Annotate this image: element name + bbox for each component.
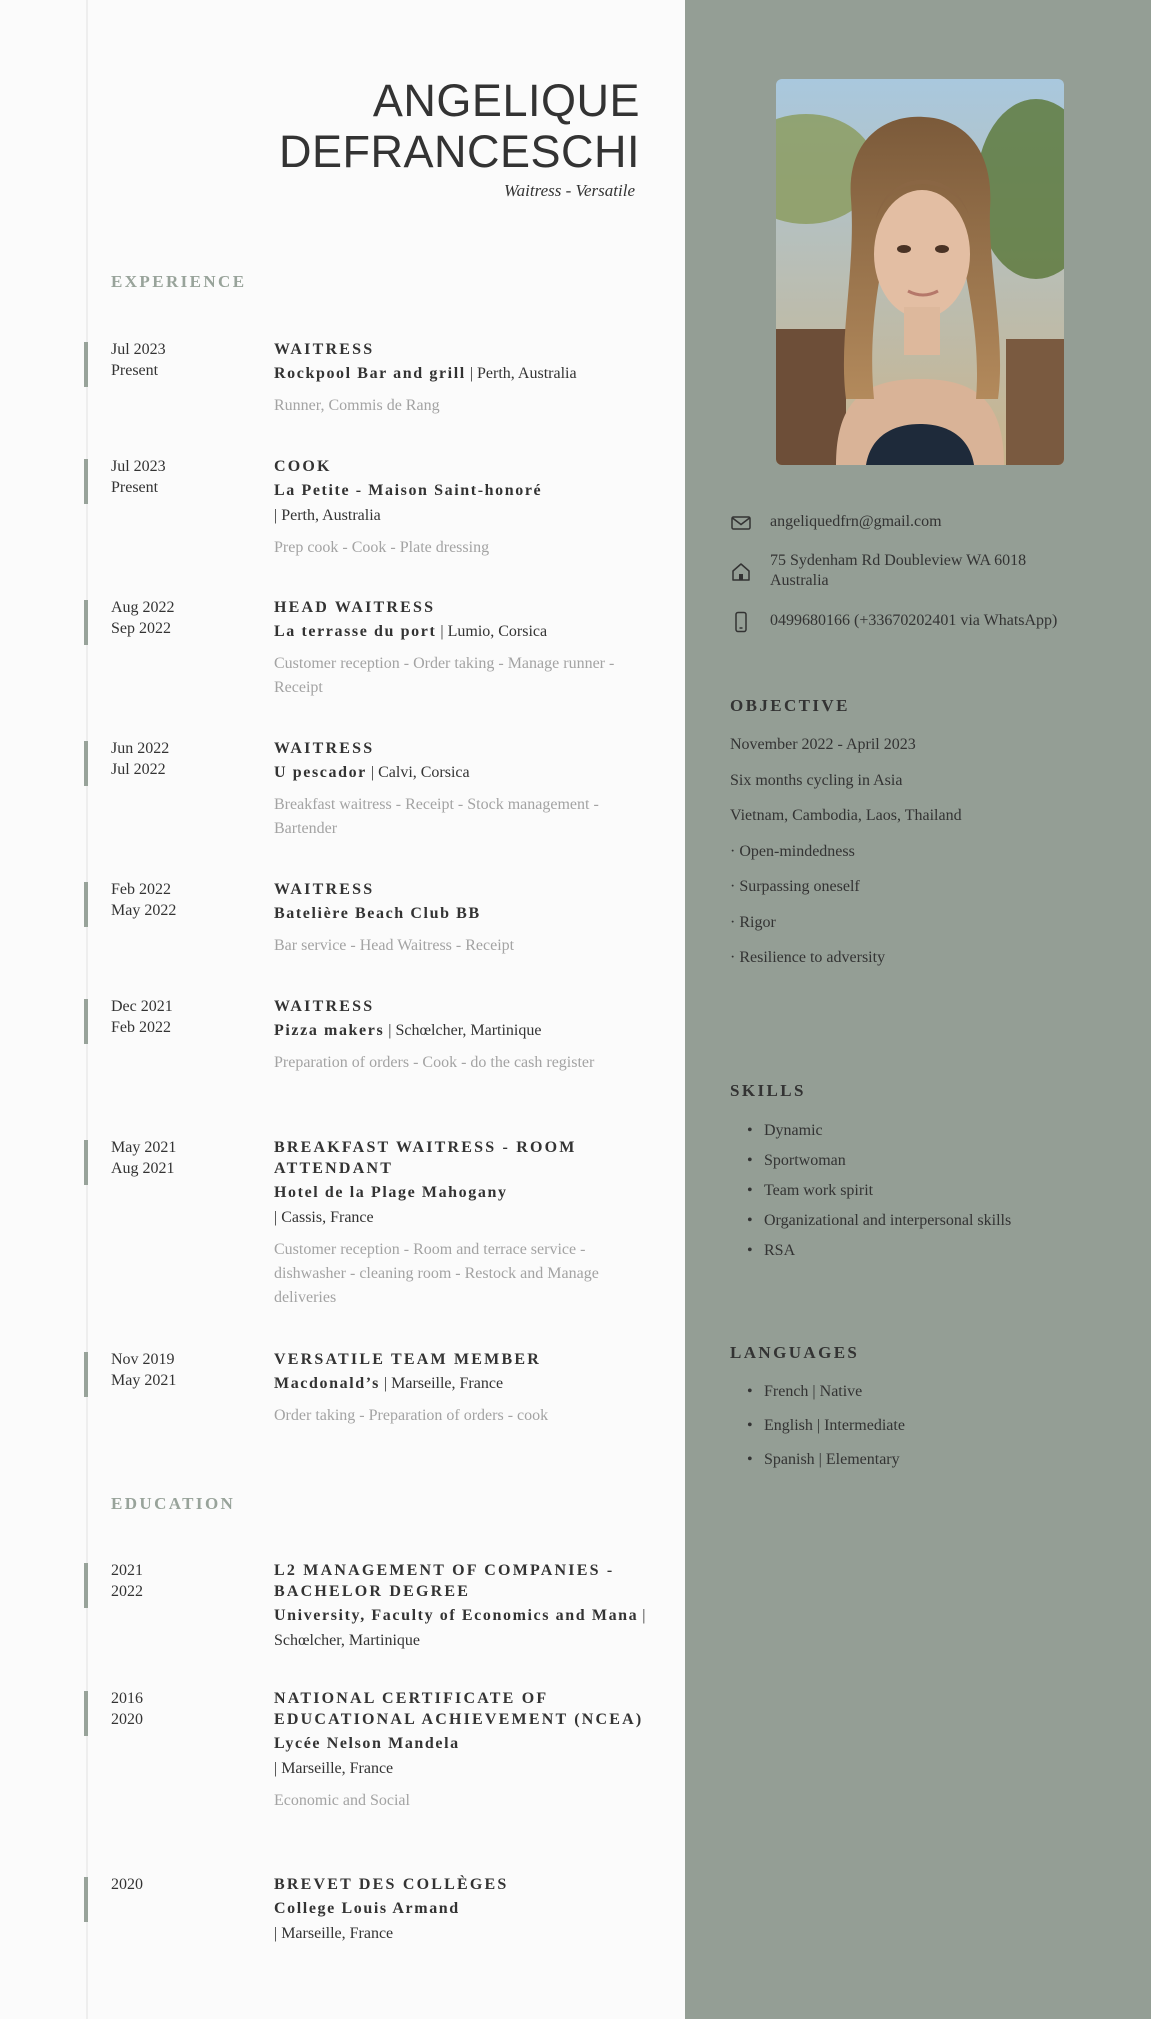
entry-description: Runner, Commis de Rang [274, 397, 440, 414]
phone-text[interactable]: 0499680166 (+33670202401 via WhatsApp) [770, 612, 1058, 629]
entry-body [274, 879, 646, 958]
skill-item: • RSA [730, 1242, 1011, 1272]
entry-dates [111, 996, 173, 1038]
date-start: Jul 2023 [111, 458, 166, 475]
entry-org: Pizza makers [274, 1022, 385, 1039]
entry-marker [84, 1352, 88, 1397]
entry-dates [111, 1349, 176, 1391]
language-item: • English | Intermediate [730, 1417, 905, 1451]
date-start: 2016 [111, 1690, 143, 1707]
name-last: DEFRANCESCHI [278, 126, 640, 177]
entry-location: | Calvi, Corsica [366, 764, 470, 781]
date-end: Jul 2022 [111, 761, 166, 778]
entry-body [274, 597, 646, 700]
entry-org: University, Faculty of Economics and Mana [274, 1607, 639, 1624]
entry-body [274, 1349, 646, 1428]
entry-role: WAITRESS [274, 740, 375, 757]
entry-description: Customer reception - Order taking - Manage runner - Receipt [274, 655, 615, 696]
entry-location: | Perth, Australia [274, 507, 381, 524]
entry-place [274, 1731, 646, 1781]
entry-place [274, 1896, 646, 1946]
entry-role: WAITRESS [274, 998, 375, 1015]
date-end: 2022 [111, 1583, 143, 1600]
entry-body [274, 1874, 646, 1946]
entry-role: HEAD WAITRESS [274, 599, 436, 616]
tagline: Waitress - Versatile [504, 181, 635, 200]
education-heading: EDUCATION [111, 1494, 236, 1513]
skill-item: • Sportwoman [730, 1152, 1011, 1182]
entry-marker [84, 459, 88, 504]
skills-list [730, 1122, 1011, 1272]
entry-location: | Perth, Australia [465, 365, 577, 382]
entry-dates [111, 1874, 143, 1895]
entry-place [274, 760, 646, 785]
entry-location: | Marseille, France [379, 1375, 504, 1392]
entry-dates [111, 597, 175, 639]
entry-place [274, 619, 646, 644]
objective-line: · Rigor [730, 914, 776, 931]
date-end: Aug 2021 [111, 1160, 175, 1177]
date-start: Feb 2022 [111, 881, 171, 898]
date-end: 2020 [111, 1711, 143, 1728]
entry-marker [84, 1877, 88, 1922]
skill-item: • Dynamic [730, 1122, 1011, 1152]
date-end: May 2022 [111, 902, 177, 919]
skill-item: • Organizational and interpersonal skills [730, 1212, 1011, 1242]
entry-body [274, 456, 646, 560]
date-end: Feb 2022 [111, 1019, 171, 1036]
entry-dates [111, 738, 169, 780]
entry-place [274, 478, 646, 528]
entry-role: VERSATILE TEAM MEMBER [274, 1351, 541, 1368]
entry-place [274, 1018, 646, 1043]
entry-dates [111, 1560, 143, 1602]
address-line-2: Australia [770, 572, 829, 589]
entry-dates [111, 1688, 143, 1730]
name-first: ANGELIQUE [372, 75, 640, 126]
objective-heading: OBJECTIVE [730, 696, 850, 715]
entry-place [274, 901, 646, 926]
entry-role: NATIONAL CERTIFICATE OF EDUCATIONAL ACHIEVEMENT (NCEA) [274, 1690, 644, 1728]
entry-role: L2 MANAGEMENT OF COMPANIES - BACHELOR DEGREE [274, 1562, 615, 1600]
date-start: Nov 2019 [111, 1351, 175, 1368]
entry-role: COOK [274, 458, 332, 475]
entry-place [274, 361, 646, 386]
candidate-name [279, 75, 640, 177]
entry-role: WAITRESS [274, 341, 375, 358]
entry-marker [84, 741, 88, 786]
objective-line: · Resilience to adversity [730, 949, 886, 966]
entry-description: Prep cook - Cook - Plate dressing [274, 539, 490, 556]
entry-marker [84, 342, 88, 387]
language-item: • French | Native [730, 1383, 905, 1417]
entry-dates [111, 879, 176, 921]
entry-description: Economic and Social [274, 1792, 410, 1809]
entry-role: BREAKFAST WAITRESS - ROOM ATTENDANT [274, 1139, 577, 1177]
entry-body [274, 738, 646, 841]
entry-org: Rockpool Bar and grill [274, 365, 466, 382]
entry-dates [111, 1137, 176, 1179]
date-end: May 2021 [111, 1372, 177, 1389]
date-start: Aug 2022 [111, 599, 175, 616]
skill-item: • Team work spirit [730, 1182, 1011, 1212]
address-text [770, 551, 1110, 591]
entry-marker [84, 1691, 88, 1736]
date-start: May 2021 [111, 1139, 177, 1156]
objective-line: Six months cycling in Asia [730, 772, 903, 789]
entry-location: | Lumio, Corsica [436, 623, 548, 640]
languages-list [730, 1383, 905, 1485]
entry-place [274, 1603, 646, 1653]
entry-description: Breakfast waitress - Receipt - Stock management - Bartender [274, 796, 599, 837]
entry-org: La Petite - Maison Saint-honoré [274, 482, 543, 499]
objective-line: · Open-mindedness [730, 843, 855, 860]
home-icon [730, 561, 752, 583]
entry-marker [84, 600, 88, 645]
objective-line: Vietnam, Cambodia, Laos, Thailand [730, 807, 962, 824]
entry-org: U pescador [274, 764, 367, 781]
entry-description: Preparation of orders - Cook - do the cash register [274, 1054, 595, 1071]
objective-line: November 2022 - April 2023 [730, 736, 916, 753]
entry-marker [84, 1140, 88, 1185]
date-end: Sep 2022 [111, 620, 171, 637]
entry-org: La terrasse du port [274, 623, 437, 640]
date-end: Present [111, 362, 159, 379]
language-item: • Spanish | Elementary [730, 1451, 905, 1485]
entry-body [274, 339, 646, 418]
entry-marker [84, 1563, 88, 1608]
experience-heading: EXPERIENCE [111, 272, 247, 291]
address-line-1: 75 Sydenham Rd Doubleview WA 6018 [770, 552, 1027, 569]
profile-photo [776, 79, 1064, 465]
date-start: Dec 2021 [111, 998, 173, 1015]
mail-icon [730, 512, 752, 534]
entry-body [274, 996, 646, 1075]
entry-org: Batelière Beach Club BB [274, 905, 481, 922]
portrait-illustration [776, 79, 1064, 465]
entry-place [274, 1371, 646, 1396]
entry-location: | Schœlcher, Martinique [384, 1022, 542, 1039]
entry-marker [84, 999, 88, 1044]
entry-dates [111, 456, 166, 498]
entry-org: Hotel de la Plage Mahogany [274, 1184, 508, 1201]
phone-icon [730, 611, 752, 633]
entry-org: Lycée Nelson Mandela [274, 1735, 460, 1752]
skills-heading: SKILLS [730, 1081, 806, 1100]
date-end: Present [111, 479, 159, 496]
entry-location: | Marseille, France [274, 1760, 394, 1777]
date-start: Jul 2023 [111, 341, 166, 358]
date-start: 2021 [111, 1562, 143, 1579]
entry-description: Bar service - Head Waitress - Receipt [274, 937, 515, 954]
entry-location: | Marseille, France [274, 1925, 394, 1942]
entry-location: | Schœlcher, Martinique [274, 1607, 646, 1649]
entry-location: | Cassis, France [274, 1209, 374, 1226]
email-text[interactable]: angeliquedfrn@gmail.com [770, 513, 942, 530]
entry-marker [84, 882, 88, 927]
date-start: 2020 [111, 1876, 143, 1893]
entry-body [274, 1137, 646, 1310]
languages-heading: LANGUAGES [730, 1343, 860, 1362]
entry-body [274, 1560, 646, 1653]
date-start: Jun 2022 [111, 740, 170, 757]
entry-dates [111, 339, 166, 381]
entry-role: BREVET DES COLLÈGES [274, 1876, 509, 1893]
entry-description: Order taking - Preparation of orders - cook [274, 1407, 549, 1424]
entry-place [274, 1180, 646, 1230]
entry-org: College Louis Armand [274, 1900, 460, 1917]
entry-org: Macdonald’s [274, 1375, 380, 1392]
entry-role: WAITRESS [274, 881, 375, 898]
objective-line: · Surpassing oneself [730, 878, 860, 895]
entry-body [274, 1688, 646, 1813]
entry-description: Customer reception - Room and terrace service - dishwasher - cleaning room - Restock and Manage deliveries [274, 1241, 599, 1306]
